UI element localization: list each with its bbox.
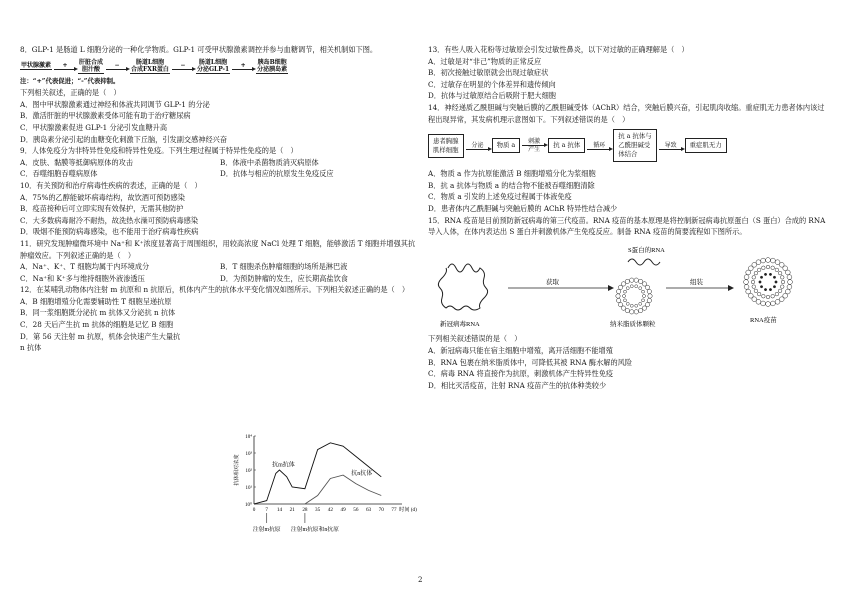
q9-option-b: B．体液中杀菌物质消灭病原体 <box>220 157 319 167</box>
q10-option-c: C．大多数病毒耐冷不耐热，故洗热水澡可预防病毒感染 <box>20 215 199 225</box>
q8-option-d: D．胰岛素分泌引起的血糖变化刺激下丘脑，引发副交感神经兴奋 <box>20 134 228 144</box>
lipid-bead <box>639 302 642 305</box>
lipid-bead <box>635 304 638 307</box>
q8-node-insulin: 胰岛B细胞 分泌胰岛素 <box>257 58 288 73</box>
lipid-bead <box>778 289 782 293</box>
lipid-bead <box>748 293 753 298</box>
q14-box-substance-a: 物质 a <box>492 138 521 153</box>
x-tick-label: 7 <box>265 507 269 513</box>
lipid-bead <box>626 302 629 305</box>
lipid-bead <box>757 268 761 272</box>
lipid-bead <box>766 265 770 269</box>
q8-sign-1: + <box>62 62 68 70</box>
lipid-bead <box>781 280 785 284</box>
y-tick-label: 10¹ <box>245 486 252 491</box>
lipid-bead <box>752 285 756 289</box>
q8-sign-4: + <box>240 62 246 70</box>
lipid-bead <box>769 273 771 275</box>
lipid-bead <box>775 299 780 304</box>
q14-option-d: D．患者体内乙酰胆碱与突触后膜的 AChR 特异性结合减少 <box>428 203 618 213</box>
lipid-bead <box>754 271 758 275</box>
lipid-bead <box>780 275 784 279</box>
lipid-bead <box>643 294 646 297</box>
q8-sign-2: − <box>114 62 120 70</box>
lipid-bead <box>645 285 649 289</box>
x-tick-label: 0 <box>252 507 256 513</box>
lipid-bead <box>770 301 775 306</box>
lipid-bead <box>642 290 645 293</box>
lipid-bead <box>773 285 775 287</box>
lipid-bead <box>779 297 784 302</box>
lipid-bead <box>764 288 766 290</box>
lipid-bead <box>771 294 775 298</box>
q15-label-vaccine: RNA疫苗 <box>750 316 777 324</box>
q13-stem: 13．有些人吸入花粉等过敏原会引发过敏性鼻炎，以下对过敏的正确理解是（ ） <box>428 45 689 54</box>
q12-option-c: C．28 天后产生抗 m 抗体的细胞是记忆 B 细胞 <box>20 320 174 330</box>
x-tick-label: 42 <box>327 507 333 513</box>
s-rna-graphic <box>628 259 660 265</box>
lipid-bead <box>770 258 775 263</box>
lipid-bead <box>766 257 771 262</box>
lipid-bead <box>647 298 651 302</box>
q8-ask: 下列相关叙述，正确的是（ ） <box>20 88 121 98</box>
lipid-bead <box>780 285 784 289</box>
q14-flow-diagram <box>428 129 828 162</box>
lipid-bead <box>630 278 634 282</box>
series-label-anti-n: 抗n抗体 <box>351 471 373 478</box>
q11-option-a: A．Na⁺、K⁺、T 细胞均属于内环境成分 <box>20 262 150 272</box>
q8-note: 注：“+”代表促进；“-”代表抑制。 <box>20 76 120 85</box>
q8-node-thyroid: 甲状腺激素 <box>21 62 52 70</box>
q14-option-b: B．抗 a 抗体与物质 a 的结合物不能被吞噬细胞清除 <box>428 180 595 190</box>
y-tick-label: 10⁴ <box>245 435 252 440</box>
x-tick-label: 14 <box>276 507 283 513</box>
lipid-bead <box>787 274 792 279</box>
q15-ask: 下列相关叙述错误的是（ ） <box>428 334 522 344</box>
q15-diagram <box>428 238 828 330</box>
lipid-bead <box>775 292 779 296</box>
lipid-bead <box>623 294 626 297</box>
q14-arrow-cause: 导致 <box>664 141 677 149</box>
lipid-bead <box>616 289 620 293</box>
lipid-bead <box>642 299 645 302</box>
q14-box-binding: 抗 a 抗体与 乙酰胆碱受 体结合 <box>613 129 656 162</box>
q12-stem: 12．在某哺乳动物体内注射 m 抗原和 n 抗原后，机体内产生的抗体水平变化情况如图所示。下列相关叙述正确的是（ ） <box>20 285 410 295</box>
lipid-bead <box>630 309 634 313</box>
lipid-bead <box>616 294 620 298</box>
q8-node-glp1: 肠道L细胞 分泌GLP-1 <box>196 58 230 73</box>
y-tick-label: 10² <box>245 469 252 474</box>
right-column <box>428 44 828 391</box>
lipid-bead <box>634 309 638 313</box>
q15-label-virus: 新冠病毒RNA <box>440 320 480 328</box>
q8-node-fxr: 肠道L细胞 合成FXR蛋白 <box>131 58 169 73</box>
lipid-bead <box>785 289 790 294</box>
lipid-bead <box>642 306 646 310</box>
annotation-inject-m: 注射m抗原 <box>252 527 281 533</box>
x-tick-label: 21 <box>289 507 295 513</box>
lipid-bead <box>771 266 775 270</box>
q10-option-d: D．吸烟不能预防病毒感染，也不能用于治疗病毒性疾病 <box>20 227 199 237</box>
q11-option-c: C．Na⁺和 K⁺多与维持细胞外液渗透压 <box>20 273 145 283</box>
x-tick-label: 70 <box>378 507 384 513</box>
q13-option-b: B．初次接触过敏原就会出现过敏症状 <box>428 68 549 78</box>
lipid-bead <box>769 288 771 290</box>
lipid-bead <box>766 295 770 299</box>
q14-box-antibody: 抗 a 抗体 <box>548 138 585 153</box>
lipid-bead <box>752 275 756 279</box>
lipid-bead <box>623 290 626 293</box>
virus-rna-graphic <box>438 264 487 310</box>
lipid-bead <box>778 271 782 275</box>
x-tick-label: 77 <box>391 507 397 513</box>
q14-box-thymus: 患者胸腺 肌样细胞 <box>428 134 464 158</box>
x-tick-label: 56 <box>353 507 359 513</box>
q15-label-lipid: 纳米脂质体颗粒 <box>610 320 656 328</box>
q13-option-a: A．过敏是对“非己”物质的正常反应 <box>428 56 542 66</box>
lipid-bead <box>775 259 780 264</box>
q8-flow-diagram <box>20 59 420 74</box>
lipid-bead <box>761 258 766 263</box>
lipid-bead <box>744 284 749 289</box>
lipid-bead <box>766 301 771 306</box>
x-tick-label: 35 <box>315 507 321 513</box>
q14-arrow-stimulate: 刺激 <box>528 138 541 146</box>
lipid-bead <box>630 284 633 287</box>
q12-option-a: A．B 细胞增殖分化需要辅助性 T 细胞呈递抗原 <box>20 296 172 306</box>
series-line-anti-n <box>305 475 381 504</box>
q15-label-srna: S蛋白的RNA <box>628 246 665 254</box>
q14-arrow-circulate: 循环 <box>593 141 606 149</box>
annotation-inject-m-n: 注射m抗原和n抗原 <box>290 527 339 533</box>
q11-stem: 11．研究发现肿瘤微环境中 Na⁺和 K⁺浓度显著高于周围组织，用较高浓度 NaCl 处理 T 细胞，能够激活 T 细胞并增强其抗肿瘤效应。下列叙述正确的是（ ） <box>20 238 416 260</box>
q8-node-liver: 肝脏合成 胆汁酸 <box>79 58 104 73</box>
lipid-bead <box>760 285 762 287</box>
q15-option-d: D．相比灭活疫苗，注射 RNA 疫苗产生的抗体种类较少 <box>428 380 607 390</box>
q15-option-c: C．病毒 RNA 将直接作为抗原，刺激机体产生特异性免疫 <box>428 369 614 379</box>
lipid-bead <box>783 266 788 271</box>
lipid-bead <box>623 299 626 302</box>
lipid-bead <box>746 289 751 294</box>
lipid-bead <box>759 281 761 283</box>
lipid-bead <box>775 268 779 272</box>
q10-stem: 10．有关预防和治疗病毒性疾病的表述，正确的是（ ） <box>20 180 202 190</box>
lipid-bead <box>625 279 629 283</box>
lipid-bead <box>752 262 757 267</box>
x-axis-label: 时间 (d) <box>399 507 417 513</box>
x-tick-label: 63 <box>365 507 372 513</box>
q13-option-c: C．过敏存在明显的个体差异和遗传倾向 <box>428 79 556 89</box>
lipid-bead <box>635 284 638 287</box>
q15-option-b: B．RNA 包裹在纳米脂质体中，可降低其被 RNA 酶水解的风险 <box>428 357 633 367</box>
q8-stem: 8．GLP-1 是肠道 L 细胞分泌的一种化学物质。GLP-1 可受甲状腺激素调控并参与血糖调节，相关机制如下图。 <box>20 45 378 54</box>
lipid-bead <box>775 281 777 283</box>
q9-option-c: C．吞噬细胞吞噬病原体 <box>20 169 98 179</box>
q8-option-b: B．激活肝脏的甲状腺激素受体可能有助于治疗糖尿病 <box>20 111 191 121</box>
y-axis-label: 抗体相对浓度 <box>234 454 240 486</box>
q12-option-d-cont: n 抗体 <box>20 343 42 353</box>
q12-option-d: D．第 56 天注射 m 抗原，机体会快速产生大量抗 <box>20 331 181 341</box>
lipid-bead <box>639 286 642 289</box>
q8-option-c: C．甲状腺激素促进 GLP-1 分泌引发血糖升高 <box>20 122 168 132</box>
lipid-bead <box>787 284 792 289</box>
q14-stem: 14．神经递质乙酰胆碱与突触后膜的乙酰胆碱受体（AChR）结合，突触后膜兴奋，引起肌肉收缩。重症肌无力患者体内该过程出现异常，其发病机理示意图如下。下列叙述错误的是（ ） <box>428 102 825 124</box>
q8-option-a: A．图中甲状腺激素通过神经和体液共同调节 GLP-1 的分泌 <box>20 99 210 109</box>
lipid-bead <box>625 308 629 312</box>
q12-chart <box>218 430 418 550</box>
lipid-bead <box>634 278 638 282</box>
x-tick-label: 49 <box>340 507 346 513</box>
page-number: 2 <box>418 576 423 584</box>
left-column <box>20 44 420 354</box>
q12-option-b: B．同一浆细胞既分泌抗 m 抗体又分泌抗 n 抗体 <box>20 308 176 318</box>
q10-option-a: A．75%的乙醇能破坏病毒结构，故饮酒可预防感染 <box>20 192 185 202</box>
lipid-bead <box>762 266 766 270</box>
lipid-bead <box>618 302 622 306</box>
lipid-bead <box>756 259 761 264</box>
lipid-bead <box>764 273 766 275</box>
lipid-bead <box>638 279 642 283</box>
lipid-nanoparticle-graphic <box>616 278 652 314</box>
q15-stem: 15．RNA 疫苗是目前预防新冠病毒的第三代疫苗。RNA 疫苗的基本原理是将控制新冠病毒抗原蛋白（S 蛋白）合成的 RNA 导入人体，在体内表达出 S 蛋白并刺激机体产生免疫反应。制备 RNA 疫苗的简要流程如下图所示。 <box>428 215 826 237</box>
lipid-bead <box>647 289 651 293</box>
q14-option-a: A．物质 a 作为抗原能激活 B 细胞增殖分化为浆细胞 <box>428 169 596 179</box>
q14-arrow-produce: 产生 <box>528 146 541 154</box>
q9-option-d: D．抗体与相应的抗原发生免疫反应 <box>220 169 334 179</box>
lipid-bead <box>761 301 766 306</box>
q14-box-myasthenia: 重症肌无力 <box>685 138 727 153</box>
lipid-bead <box>648 294 652 298</box>
q14-arrow-secrete: 分泌 <box>471 141 484 149</box>
lipid-bead <box>760 276 762 278</box>
q9-stem: 9．人体免疫分为非特异性免疫和特异性免疫。下列生理过程属于特异性免疫的是（ ） <box>20 146 298 156</box>
q13-option-d: D．抗体与过敏原结合后吸附于肥大细胞 <box>428 91 556 101</box>
lipid-bead <box>638 308 642 312</box>
q15-label-assemble: 组装 <box>690 278 703 286</box>
lipid-bead <box>626 286 629 289</box>
q11-option-b: B．T 细胞杀伤肿瘤细胞的场所是淋巴液 <box>220 262 348 272</box>
lipid-bead <box>616 298 620 302</box>
rna-vaccine-graphic <box>744 257 793 306</box>
lipid-bead <box>621 281 625 285</box>
lipid-bead <box>756 299 761 304</box>
y-tick-label: 10⁰ <box>244 503 252 508</box>
q9-option-a: A．皮肤、黏膜等抵御病原体的攻击 <box>20 157 134 167</box>
q15-option-a: A．新冠病毒只能在宿主细胞中增殖，离开活细胞不能增殖 <box>428 345 613 355</box>
lipid-bead <box>788 279 793 284</box>
lipid-bead <box>751 280 755 284</box>
q12-chart-svg <box>218 430 418 550</box>
lipid-bead <box>754 289 758 293</box>
lipid-bead <box>762 294 766 298</box>
q11-option-d: D．为预防肿瘤的发生，应长期高盐饮食 <box>220 273 348 283</box>
lipid-bead <box>757 292 761 296</box>
series-label-anti-m: 抗m抗体 <box>272 462 295 469</box>
lipid-bead <box>744 279 749 284</box>
lipid-bead <box>744 274 749 279</box>
lipid-bead <box>773 276 775 278</box>
lipid-bead <box>746 270 751 275</box>
lipid-bead <box>630 304 633 307</box>
q10-option-b: B．疫苗接种后可立即实现有效保护，无需其他防护 <box>20 204 184 214</box>
q15-label-extract: 获取 <box>546 278 559 286</box>
lipid-bead <box>785 270 790 275</box>
y-tick-label: 10³ <box>245 452 252 457</box>
q14-option-c: C．物质 a 引发的上述免疫过程属于体液免疫 <box>428 192 572 202</box>
q8-sign-3: − <box>180 62 186 70</box>
x-tick-label: 28 <box>302 507 308 513</box>
